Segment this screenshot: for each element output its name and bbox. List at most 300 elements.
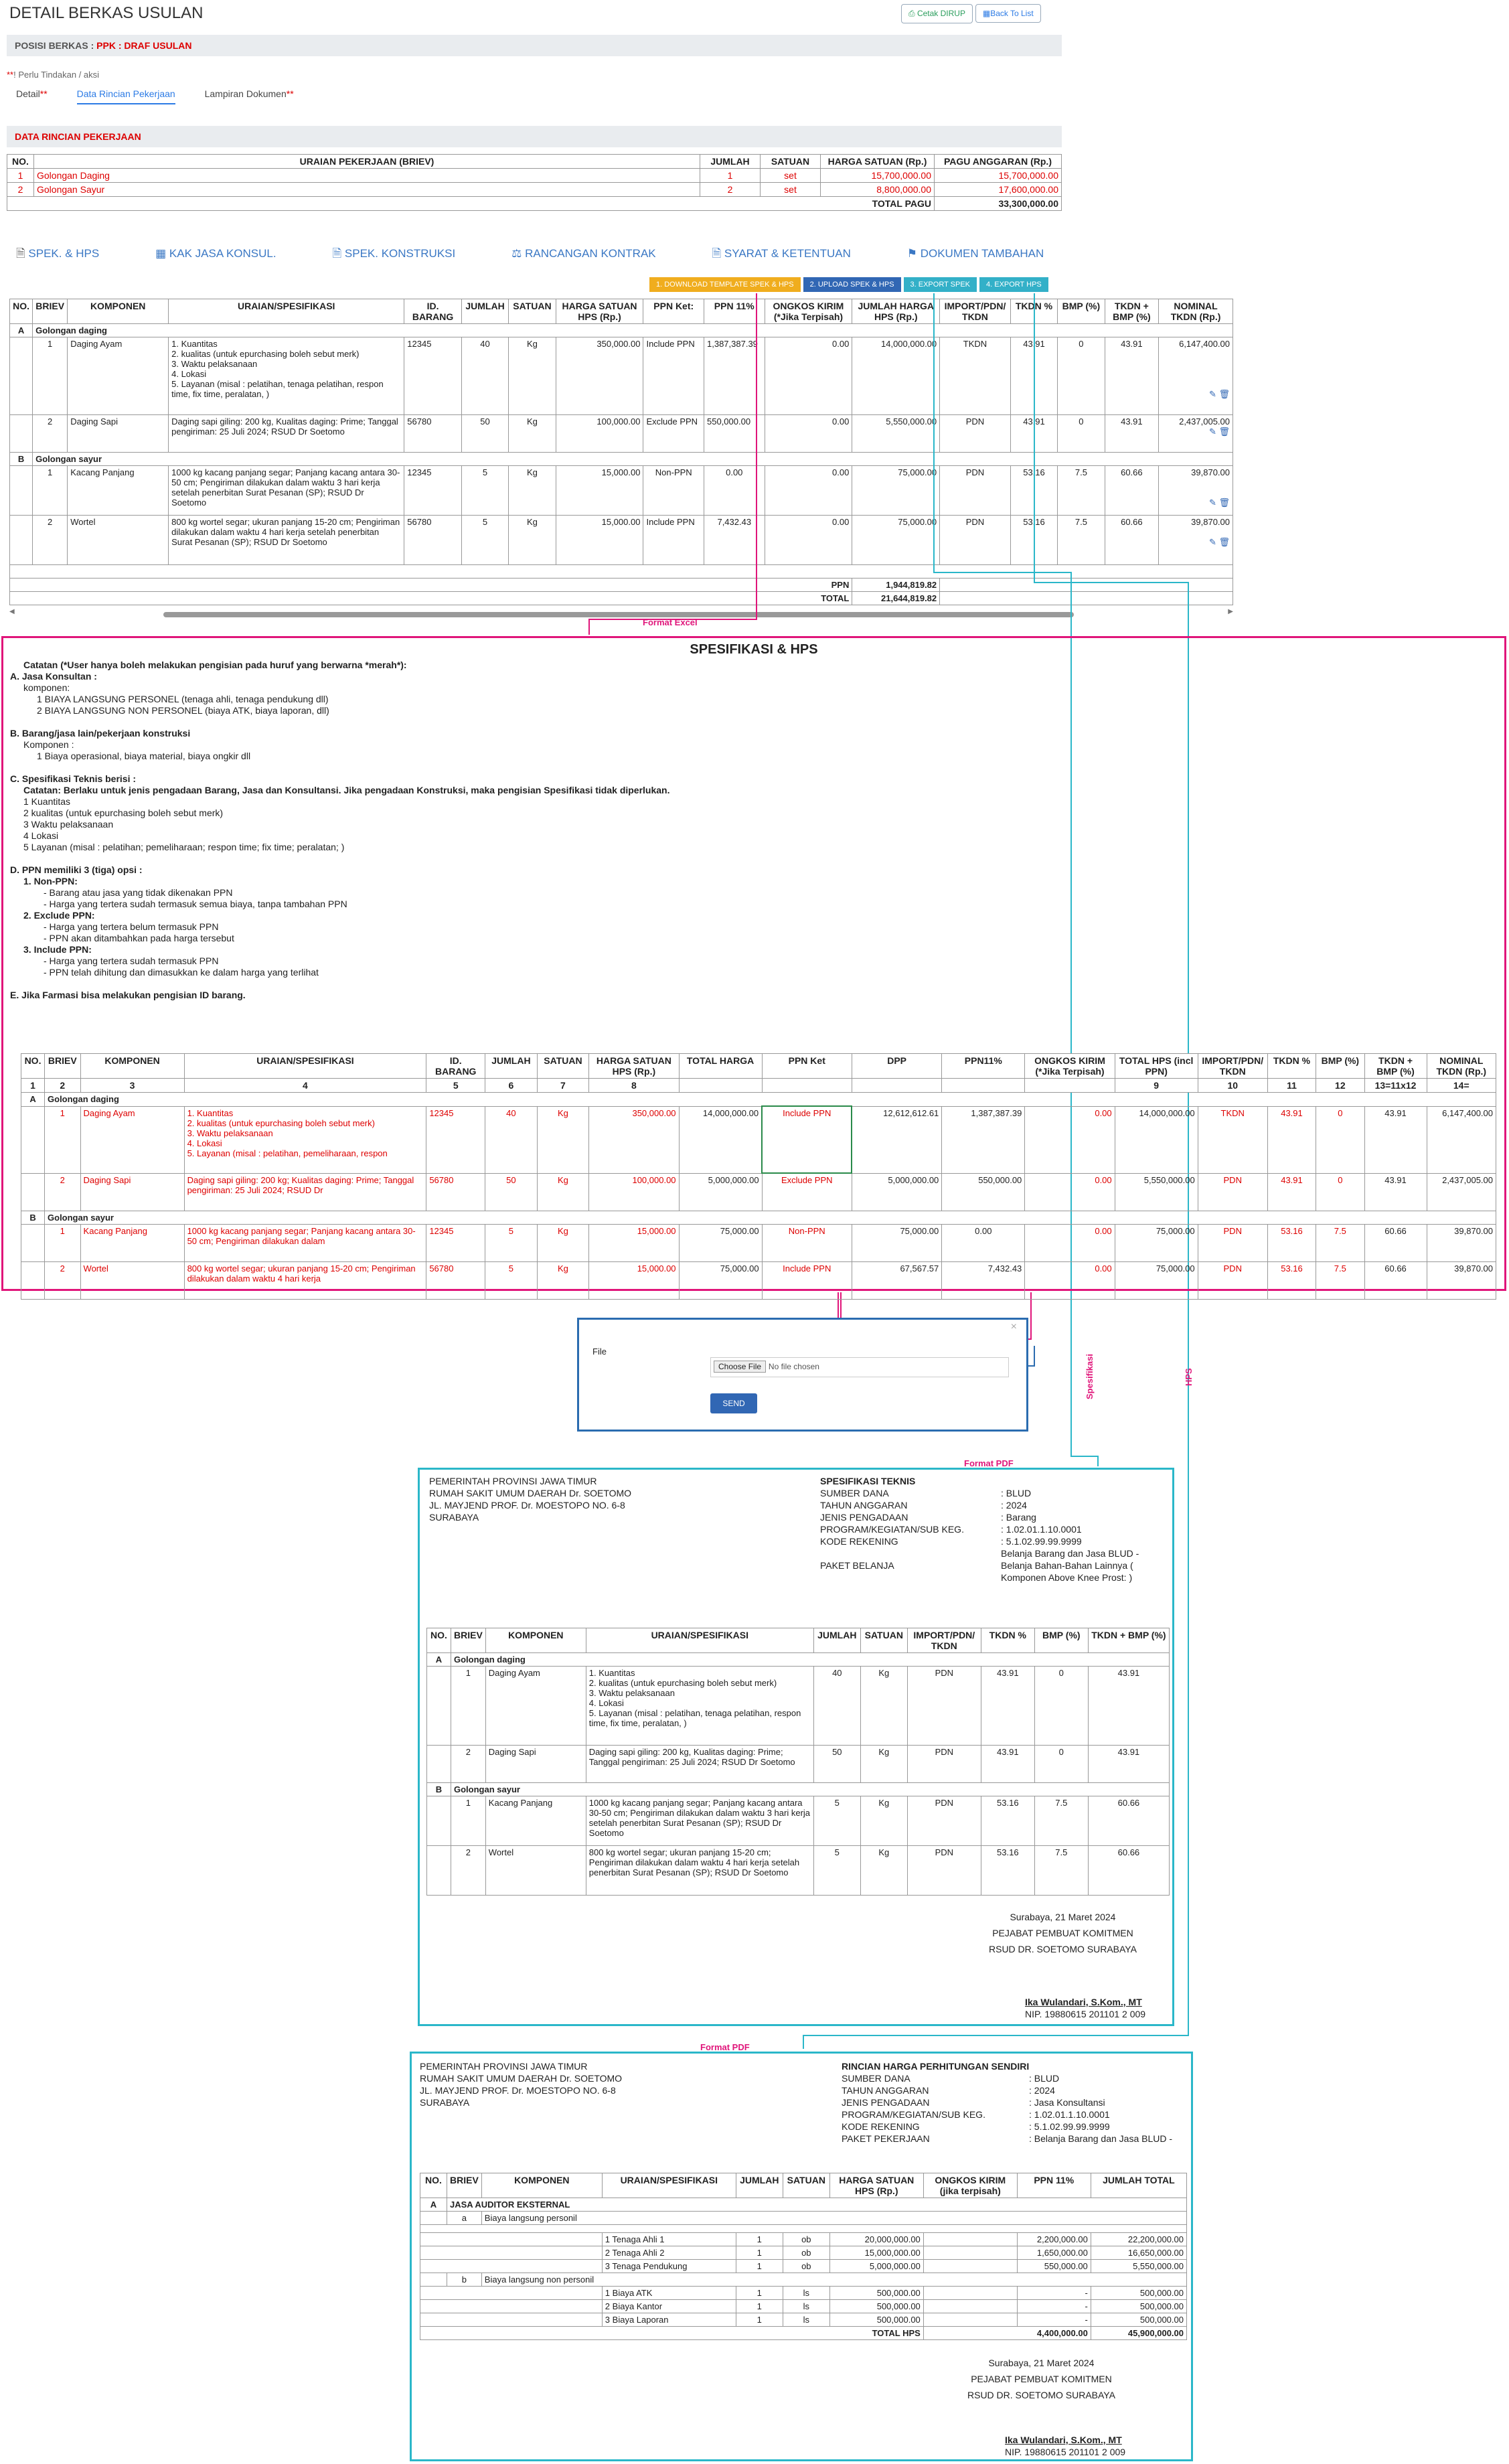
item-unit: Kg [509, 337, 556, 415]
meta-val: : 1.02.01.1.10.0001 [1001, 1524, 1082, 1535]
excel-colnum: 13=11x12 [1364, 1079, 1427, 1093]
item-price: 15,000.00 [556, 466, 643, 516]
excel-note: 1 BIAYA LANGSUNG PERSONEL (tenaga ahli, tenaga pendukung dll) [37, 694, 329, 704]
org-line: SURABAYA [420, 2097, 470, 2108]
excel-cell[interactable]: 43.91 [1267, 1106, 1316, 1173]
excel-cell[interactable]: 0.00 [1025, 1261, 1115, 1299]
pdf2-cell: 1 [736, 2287, 783, 2300]
excel-header: SATUAN [537, 1054, 589, 1079]
excel-header: BMP (%) [1316, 1054, 1364, 1079]
excel-cell[interactable]: Exclude PPN [762, 1173, 852, 1211]
excel-cell: 1,387,387.39 [942, 1106, 1025, 1173]
meta-row [842, 2072, 1176, 2084]
pdf2-header: URAIAN/SPESIFIKASI [602, 2173, 736, 2198]
org-line: SURABAYA [429, 1512, 479, 1523]
excel-cell[interactable]: PDN [1198, 1224, 1267, 1261]
excel-header: HARGA SATUAN HPS (Rp.) [589, 1054, 679, 1079]
sub-code: a [447, 2212, 482, 2225]
pdf2-signature [967, 2355, 1115, 2403]
item-bmp: 0 [1034, 1667, 1088, 1746]
excel-cell[interactable]: 40 [485, 1106, 538, 1173]
excel-note: B. Barang/jasa lain/pekerjaan konstruksi [10, 728, 191, 739]
tab-syarat[interactable]: 🗎 SYARAT & KETENTUAN [712, 247, 851, 260]
item-spec: 1000 kg kacang panjang segar; Panjang kacang antara 30-50 cm; Pengiriman dilakukan dalam waktu 3 hari kerja setelah penerbitan Surat Pesanan (SP); RSUD Dr Soetomo [586, 1796, 813, 1846]
item-ppn: 7,432.43 [704, 516, 765, 565]
group-code: A [420, 2198, 447, 2212]
group-code: B [427, 1783, 451, 1796]
delete-icon[interactable]: 🗑 [1218, 427, 1230, 437]
item-ppn: 0.00 [704, 466, 765, 516]
choose-file-button[interactable]: Choose File [714, 1361, 766, 1373]
excel-colnum: 14= [1427, 1079, 1496, 1093]
pdf2-cell [602, 2246, 736, 2260]
excel-cell[interactable]: 7.5 [1316, 1224, 1364, 1261]
pdf2-org [420, 2060, 622, 2108]
excel-cell[interactable]: Kg [537, 1173, 589, 1211]
main-header: BMP (%) [1058, 299, 1105, 324]
tab-lampiran[interactable]: Lampiran Dokumen** [204, 88, 294, 99]
summary-cell: 2 [700, 183, 761, 197]
spacer-cell [420, 2260, 603, 2273]
pdf2-cell: 5,550,000.00 [1091, 2260, 1186, 2273]
scroll-left-icon[interactable]: ◀ [9, 608, 15, 615]
group-code: B [21, 1211, 45, 1224]
upload-spek-button[interactable]: 2. UPLOAD SPEK & HPS [803, 277, 901, 292]
excel-cell[interactable]: 56780 [426, 1261, 485, 1299]
meta-row [842, 2133, 1176, 2145]
item-name: Kacang Panjang [485, 1796, 586, 1846]
spacer-cell [923, 2313, 1017, 2327]
pdf2-cell: 16,650,000.00 [1091, 2246, 1186, 2260]
tab-detail-label: Detail [16, 88, 40, 99]
excel-colnum: 11 [1267, 1079, 1316, 1093]
excel-cell: 75,000.00 [679, 1261, 762, 1299]
excel-note: 1. Non-PPN: [23, 876, 78, 887]
meta-val: : BLUD [1001, 1488, 1032, 1498]
pdf2-cell: 1,650,000.00 [1017, 2246, 1091, 2260]
excel-header: ONGKOS KIRIM (*Jika Terpisah) [1025, 1054, 1115, 1079]
excel-cell[interactable]: 7.5 [1316, 1261, 1364, 1299]
excel-header: BRIEV [45, 1054, 81, 1079]
edit-icon[interactable]: ✎ [1208, 537, 1216, 547]
pdf2-cell: 5,000,000.00 [829, 2260, 923, 2273]
excel-note: 3 Waktu pelaksanaan [23, 819, 114, 830]
pdf1-header: TKDN % [981, 1628, 1034, 1653]
excel-note: 1 Kuantitas [23, 796, 71, 807]
pdf2-sub-row [420, 2273, 1187, 2287]
meta-row [842, 2108, 1176, 2121]
item-tb: 43.91 [1105, 337, 1158, 415]
excel-colnum: 2 [45, 1079, 81, 1093]
excel-cell: 14,000,000.00 [679, 1106, 762, 1173]
excel-cell[interactable]: 43.91 [1267, 1173, 1316, 1211]
item-tb: 60.66 [1105, 466, 1158, 516]
item-imp: PDN [907, 1796, 981, 1846]
back-to-list-button[interactable]: ▦Back To List [975, 4, 1041, 23]
excel-cell[interactable]: 0.00 [1025, 1106, 1115, 1173]
excel-cell[interactable]: 15,000.00 [589, 1224, 679, 1261]
total-pagu-value: 33,300,000.00 [935, 197, 1062, 211]
item-tkdn: 43.91 [981, 1667, 1034, 1746]
item-name: Wortel [485, 1846, 586, 1896]
tab-lampiran-label: Lampiran Dokumen [204, 88, 287, 99]
excel-cell[interactable]: Kacang Panjang [80, 1224, 184, 1261]
excel-cell[interactable]: 0.00 [1025, 1224, 1115, 1261]
export-hps-button[interactable]: 4. EXPORT HPS [979, 277, 1048, 292]
item-tkdn: 53.16 [1010, 516, 1057, 565]
excel-header: TOTAL HPS (incl PPN) [1115, 1054, 1198, 1079]
send-button[interactable]: SEND [710, 1393, 757, 1413]
pdf2-cell: 500,000.00 [1091, 2313, 1186, 2327]
item-nom: 6,147,400.00 [1179, 339, 1230, 349]
download-template-button[interactable]: 1. DOWNLOAD TEMPLATE SPEK & HPS [649, 277, 801, 292]
excel-cell: 5,550,000.00 [1115, 1173, 1198, 1211]
tab-kak[interactable]: ▦ KAK JASA KONSUL. [155, 247, 276, 260]
excel-cell[interactable]: 1 [45, 1106, 81, 1173]
excel-note: 5 Layanan (misal : pelatihan; pemeliharaan; respon time; fix time; peralatan; ) [23, 842, 345, 852]
excel-colnum [942, 1079, 1025, 1093]
tab-spek-konstruksi[interactable]: 🗎 SPEK. KONSTRUKSI [332, 247, 456, 260]
pdf2-cell: 22,200,000.00 [1091, 2233, 1186, 2246]
format-pdf-label-2: Format PDF [700, 2042, 750, 2052]
item-total: 75,000.00 [852, 516, 940, 565]
sign-date: Surabaya, 21 Maret 2024 [988, 2358, 1095, 2368]
meta-key: SUMBER DANA [842, 2073, 910, 2084]
excel-cell[interactable]: 1. Kuantitas 2. kualitas (untuk epurchasing boleh sebut merk) 3. Waktu pelaksanaan 4. Lokasi 5. Layanan (misal : pelatihan, pemeliharaan, respon [184, 1106, 426, 1173]
pdf2-cell: ob [783, 2233, 829, 2246]
sign-nip: NIP. 19880615 201101 2 009 [1025, 2009, 1146, 2019]
excel-group-row [21, 1093, 1496, 1107]
item-imp: PDN [940, 415, 1011, 453]
pdf2-meta [842, 2060, 1176, 2145]
back-label: Back To List [990, 9, 1034, 18]
spacer-cell [420, 2233, 603, 2246]
excel-cell[interactable]: Kg [537, 1106, 589, 1173]
meta-key: TAHUN ANGGARAN [820, 1500, 908, 1511]
main-header: TKDN % [1010, 299, 1057, 324]
row-no: 1 [605, 2234, 611, 2244]
item-name: Daging Ayam [68, 337, 169, 415]
excel-cell: 43.91 [1364, 1106, 1427, 1173]
pdf1-header: IMPORT/PDN/ TKDN [907, 1628, 981, 1653]
item-bmp: 0 [1058, 337, 1105, 415]
item-spec: 800 kg wortel segar; ukuran panjang 15-20 cm; Pengiriman dilakukan dalam waktu 4 hari kerja setelah penerbitan Surat Pesanan (SP); RSUD Dr Soetomo [169, 516, 404, 565]
tab-spek-konstruksi-label: SPEK. KONSTRUKSI [344, 247, 456, 260]
excel-cell[interactable]: Daging sapi giling: 200 kg; Kualitas daging: Prime; Tanggal pengiriman: 25 Juli 2024; RSUD Dr [184, 1173, 426, 1211]
excel-cell[interactable]: Non-PPN [762, 1224, 852, 1261]
excel-cell[interactable]: 15,000.00 [589, 1261, 679, 1299]
excel-colnum: 9 [1115, 1079, 1198, 1093]
spacer-cell [427, 1746, 451, 1783]
meta-row [820, 1571, 1155, 1584]
cetak-label: Cetak DIRUP [917, 9, 965, 18]
excel-colnum: 8 [589, 1079, 679, 1093]
meta-val: : Barang [1001, 1512, 1036, 1523]
item-name: Wortel [68, 516, 169, 565]
item-tkdn: 53.16 [981, 1796, 1034, 1846]
excel-cell: 75,000.00 [1115, 1261, 1198, 1299]
excel-cell[interactable]: 50 [485, 1173, 538, 1211]
excel-note: Catatan: Berlaku untuk jenis pengadaan Barang, Jasa dan Konsultansi. Jika pengadaan Konstruksi, maka pengisian Spesifikasi tidak diperlukan. [23, 785, 670, 795]
excel-cell[interactable]: Kg [537, 1261, 589, 1299]
excel-cell: 0.00 [942, 1224, 1025, 1261]
row-no: 3 [605, 2261, 611, 2271]
row-name: Biaya Kantor [612, 2301, 663, 2311]
item-nom: 2,437,005.00 [1179, 416, 1230, 427]
pdf2-cell: 550,000.00 [1017, 2260, 1091, 2273]
excel-cell[interactable]: Daging Sapi [80, 1173, 184, 1211]
pdf2-cell: 500,000.00 [829, 2287, 923, 2300]
excel-cell[interactable]: 1 [45, 1224, 81, 1261]
excel-cell[interactable]: Kg [537, 1224, 589, 1261]
excel-cell[interactable]: 0 [1316, 1173, 1364, 1211]
item-nom: 39,870.00 [1191, 467, 1230, 477]
ppn-dropdown[interactable]: Include PPN [762, 1106, 852, 1173]
item-no: 2 [451, 1746, 486, 1783]
main-header: NO. [10, 299, 33, 324]
excel-group-row [21, 1211, 1496, 1224]
excel-cell: 67,567.57 [852, 1261, 941, 1299]
excel-cell: 75,000.00 [679, 1224, 762, 1261]
pdf2-group-row [420, 2198, 1187, 2212]
item-price: 350,000.00 [556, 337, 643, 415]
meta-val: : Belanja Barang dan Jasa BLUD - [1029, 2133, 1173, 2144]
summary-header: NO. [7, 155, 34, 169]
item-tb: 43.91 [1088, 1746, 1169, 1783]
summary-header: JUMLAH [700, 155, 761, 169]
excel-cell[interactable]: TKDN [1198, 1106, 1267, 1173]
excel-cell[interactable]: 5 [485, 1224, 538, 1261]
pdf1-header: BMP (%) [1034, 1628, 1088, 1653]
meta-key: PROGRAM/KEGIATAN/SUB KEG. [820, 1524, 964, 1535]
meta-row [820, 1523, 1155, 1535]
pdf2-cell: - [1017, 2300, 1091, 2313]
excel-cell: 5,000,000.00 [679, 1173, 762, 1211]
main-header: ID. BARANG [404, 299, 462, 324]
item-name: Daging Sapi [68, 415, 169, 453]
meta-key: PROGRAM/KEGIATAN/SUB KEG. [842, 2109, 985, 2120]
item-tb: 43.91 [1105, 415, 1158, 453]
excel-cell: 7,432.43 [942, 1261, 1025, 1299]
edit-icon[interactable]: ✎ [1208, 389, 1216, 399]
no-file-text: No file chosen [768, 1362, 819, 1371]
item-spec: 1000 kg kacang panjang segar; Panjang kacang antara 30-50 cm; Pengiriman dilakukan dalam waktu 3 hari kerja setelah penerbitan Surat Pesanan (SP); RSUD Dr Soetomo [169, 466, 404, 516]
excel-cell[interactable]: PDN [1198, 1173, 1267, 1211]
pdf2-cell: 1 [736, 2300, 783, 2313]
format-excel-label: Format Excel [643, 617, 698, 627]
excel-cell: 12,612,612.61 [852, 1106, 941, 1173]
summary-cell[interactable]: Golongan Daging [34, 169, 700, 183]
item-unit: Kg [860, 1746, 907, 1783]
item-ongkos: 0.00 [765, 466, 852, 516]
posisi-value: PPK : DRAF USULAN [96, 40, 192, 51]
excel-header: DPP [852, 1054, 941, 1079]
excel-cell[interactable]: 2 [45, 1173, 81, 1211]
pdf1-header: BRIEV [451, 1628, 486, 1653]
delete-icon[interactable]: 🗑 [1218, 389, 1230, 399]
item-no: 2 [451, 1846, 486, 1896]
item-spec: 800 kg wortel segar; ukuran panjang 15-20 cm; Pengiriman dilakukan dalam waktu 4 hari kerja setelah penerbitan Surat Pesanan (SP); RSUD Dr Soetomo [586, 1846, 813, 1896]
excel-cell[interactable]: 0 [1316, 1106, 1364, 1173]
item-spec: Daging sapi giling: 200 kg, Kualitas daging: Prime; Tanggal pengiriman: 25 Juli 2024; RSUD Dr Soetomo [169, 415, 404, 453]
sub-name: Biaya langsung non personil [481, 2273, 1186, 2287]
excel-cell[interactable]: 2 [45, 1261, 81, 1299]
spacer-cell [21, 1261, 45, 1299]
excel-note: C. Spesifikasi Teknis berisi : [10, 773, 137, 784]
item-unit: Kg [509, 466, 556, 516]
row-name: Tenaga Ahli 2 [612, 2248, 665, 2258]
summary-cell: set [761, 169, 821, 183]
item-qty: 5 [461, 516, 508, 565]
pdf2-cell: 1 [736, 2313, 783, 2327]
pdf2-table [420, 2173, 1187, 2340]
excel-cell[interactable]: 53.16 [1267, 1261, 1316, 1299]
summary-cell: 8,800,000.00 [821, 183, 935, 197]
excel-cell[interactable]: 12345 [426, 1106, 485, 1173]
tab-detail[interactable]: Detail** [16, 88, 48, 99]
excel-header: TOTAL HARGA [679, 1054, 762, 1079]
ppn-total-label: PPN [10, 579, 852, 592]
excel-colnum: 4 [184, 1079, 426, 1093]
excel-header: TKDN + BMP (%) [1364, 1054, 1427, 1079]
summary-cell: 1 [700, 169, 761, 183]
excel-colnum: 3 [80, 1079, 184, 1093]
summary-cell: 17,600,000.00 [935, 183, 1062, 197]
excel-note [10, 978, 947, 990]
excel-frame [1, 636, 1506, 1291]
excel-cell[interactable]: 800 kg wortel segar; ukuran panjang 15-20 cm; Pengiriman dilakukan dalam waktu 4 hari kerja [184, 1261, 426, 1299]
pdf2-cell: ob [783, 2246, 829, 2260]
excel-cell: 39,870.00 [1427, 1224, 1496, 1261]
item-ppn: 1,387,387.39 [704, 337, 765, 415]
group-name: Golongan sayur [451, 1783, 1170, 1796]
pdf2-cell [602, 2260, 736, 2273]
spacer-cell [420, 2300, 603, 2313]
excel-cell[interactable]: 0.00 [1025, 1173, 1115, 1211]
pdf2-cell: 15,000,000.00 [829, 2246, 923, 2260]
summary-cell[interactable]: Golongan Sayur [34, 183, 700, 197]
pdf2-row [420, 2233, 1187, 2246]
grand-total-value: 21,644,819.82 [852, 592, 940, 605]
perlu-text: Perlu Tindakan / aksi [18, 70, 100, 80]
excel-cell[interactable]: PDN [1198, 1261, 1267, 1299]
file-label: File [592, 1346, 607, 1357]
group-code: A [427, 1653, 451, 1667]
scroll-right-icon[interactable]: ▶ [1228, 608, 1233, 615]
item-name: Daging Ayam [485, 1667, 586, 1746]
item-bmp: 7.5 [1058, 516, 1105, 565]
item-bmp: 0 [1034, 1746, 1088, 1783]
export-spek-button[interactable]: 3. EXPORT SPEK [904, 277, 977, 292]
item-unit: Kg [509, 516, 556, 565]
edit-icon[interactable]: ✎ [1208, 427, 1216, 437]
pdf1-header: URAIAN/SPESIFIKASI [586, 1628, 813, 1653]
excel-cell: 75,000.00 [852, 1224, 941, 1261]
pdf2-row [420, 2260, 1187, 2273]
item-unit: Kg [509, 415, 556, 453]
meta-val: : Jasa Konsultansi [1029, 2097, 1105, 2108]
item-ppnket: Exclude PPN [643, 415, 704, 453]
excel-colnum [852, 1079, 941, 1093]
sign-nip: NIP. 19880615 201101 2 009 [1005, 2447, 1126, 2457]
pdf1-row [427, 1746, 1170, 1783]
close-icon[interactable]: × [1010, 1321, 1017, 1332]
delete-icon[interactable]: 🗑 [1218, 497, 1230, 508]
excel-cell[interactable]: 12345 [426, 1224, 485, 1261]
excel-cell[interactable]: 350,000.00 [589, 1106, 679, 1173]
excel-cell[interactable]: 56780 [426, 1173, 485, 1211]
item-qty: 5 [813, 1796, 860, 1846]
item-ongkos: 0.00 [765, 516, 852, 565]
excel-cell[interactable]: 53.16 [1267, 1224, 1316, 1261]
pdf1-header: KOMPONEN [485, 1628, 586, 1653]
pdf2-cell: ls [783, 2300, 829, 2313]
item-imp: PDN [907, 1667, 981, 1746]
excel-cell: 6,147,400.00 [1427, 1106, 1496, 1173]
tab-dokumen[interactable]: ⚑ DOKUMEN TAMBAHAN [906, 247, 1044, 260]
item-id: 12345 [404, 337, 462, 415]
pdf2-header: JUMLAH TOTAL [1091, 2173, 1186, 2198]
main-header: PPN 11% [704, 299, 765, 324]
tab-spek-hps[interactable]: 🗎 SPEK. & HPS [16, 247, 100, 260]
delete-icon[interactable]: 🗑 [1218, 537, 1230, 547]
main-header: BRIEV [33, 299, 68, 324]
excel-cell[interactable]: Include PPN [762, 1261, 852, 1299]
pdf2-signer [1005, 2434, 1125, 2458]
excel-cell[interactable]: Wortel [80, 1261, 184, 1299]
posisi-label: POSISI BERKAS : [15, 40, 94, 51]
excel-cell[interactable]: 5 [485, 1261, 538, 1299]
spacer-cell [427, 1667, 451, 1746]
tab-kak-label: KAK JASA KONSUL. [169, 247, 276, 260]
excel-cell[interactable]: Daging Ayam [80, 1106, 184, 1173]
meta-val: : 2024 [1029, 2085, 1055, 2096]
pdf2-cell: ls [783, 2313, 829, 2327]
item-spec: 1. Kuantitas 2. kualitas (untuk epurchasing boleh sebut merk) 3. Waktu pelaksanaan 4. Lokasi 5. Layanan (misal : pelatihan, tenaga pelatihan, respon time, fix time, peralatan, ) [586, 1667, 813, 1746]
group-name: JASA AUDITOR EKSTERNAL [447, 2198, 1187, 2212]
org-line: RUMAH SAKIT UMUM DAERAH Dr. SOETOMO [429, 1488, 632, 1498]
excel-row [21, 1106, 1496, 1173]
file-input[interactable] [710, 1357, 1009, 1377]
cetak-dirup-button[interactable]: ⎙ Cetak DIRUP [901, 4, 973, 23]
excel-note: 2 kualitas (untuk epurchasing boleh sebut merk) [23, 807, 224, 818]
item-id: 12345 [404, 466, 462, 516]
excel-cell: 75,000.00 [1115, 1224, 1198, 1261]
excel-notes [10, 660, 947, 1001]
excel-cell[interactable]: 1000 kg kacang panjang segar; Panjang kacang antara 30-50 cm; Pengiriman dilakukan dalam [184, 1224, 426, 1261]
summary-header: SATUAN [761, 155, 821, 169]
hps-side-label: HPS [1184, 1368, 1194, 1386]
excel-row [21, 1261, 1496, 1299]
meta-val: : 2024 [1001, 1500, 1027, 1511]
edit-icon[interactable]: ✎ [1208, 497, 1216, 508]
tab-rancangan[interactable]: ⚖ RANCANGAN KONTRAK [511, 247, 656, 260]
group-code: A [10, 324, 33, 337]
excel-cell[interactable]: 100,000.00 [589, 1173, 679, 1211]
excel-cell: 2,437,005.00 [1427, 1173, 1496, 1211]
spesifikasi-label: Spesifikasi [1085, 1354, 1095, 1399]
pdf2-header: BRIEV [447, 2173, 482, 2198]
item-no: 1 [451, 1796, 486, 1846]
item-spec: Daging sapi giling: 200 kg, Kualitas daging: Prime; Tanggal pengiriman: 25 Juli 2024; RSUD Dr Soetomo [586, 1746, 813, 1783]
excel-note: 4 Lokasi [23, 830, 59, 841]
row-no: 2 [605, 2248, 611, 2258]
excel-cell: 43.91 [1364, 1173, 1427, 1211]
excel-header: IMPORT/PDN/ TKDN [1198, 1054, 1267, 1079]
spacer-cell [923, 2300, 1017, 2313]
pdf2-cell: 500,000.00 [1091, 2287, 1186, 2300]
item-bmp: 0 [1058, 415, 1105, 453]
